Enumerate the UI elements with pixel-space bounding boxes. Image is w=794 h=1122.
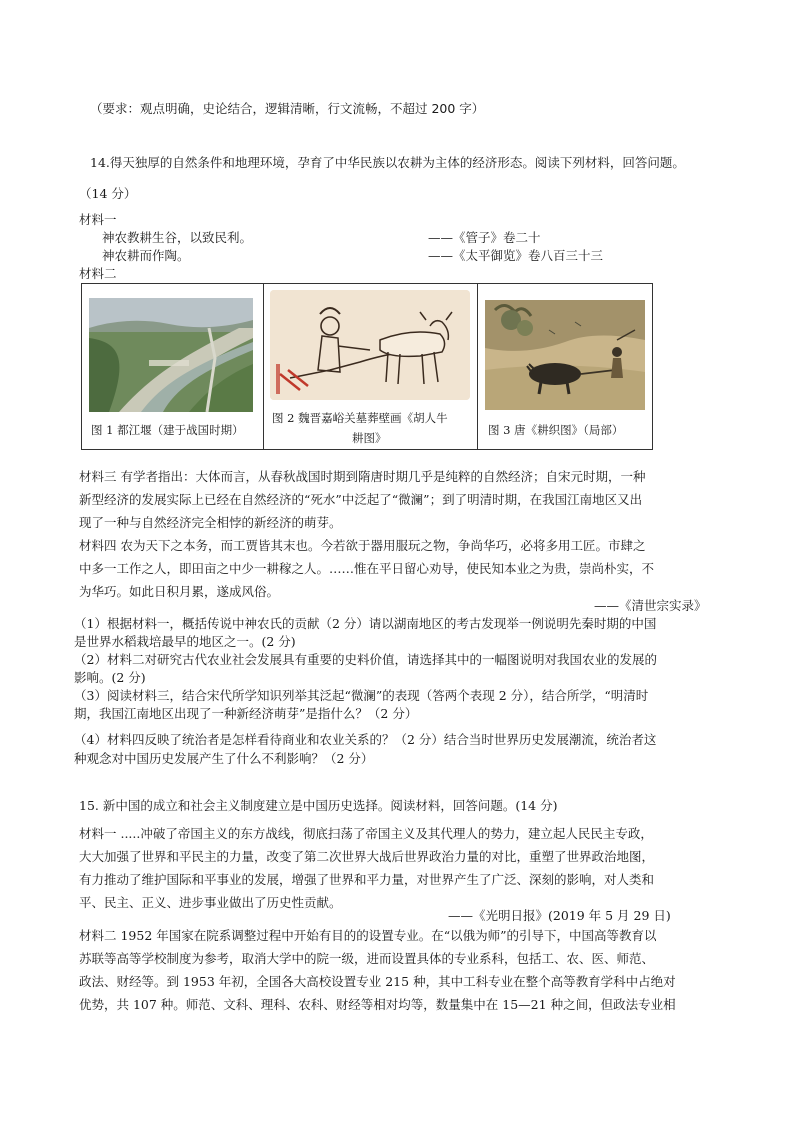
q14-question1-line2: 是世界水稻栽培最早的地区之一。(2 分) [74,634,296,649]
q14-material4-source: ——《清世宗实录》 [594,598,707,613]
q15-material1-line3: 有力推动了维护国际和平事业的发展，增强了世界和平力量，对世界产生了广泛、深刻的影响，对人类和 [79,872,655,887]
ox-plowing-mural [270,290,470,400]
q15-material1-source: ——《光明日报》(2019 年 5 月 29 日) [448,908,671,923]
q15-stem: 15. 新中国的成立和社会主义制度建立是中国历史选择。阅读材料，回答问题。(14 分) [79,798,558,813]
q14-question1-line1: （1）根据材料一，概括传说中神农氏的贡献（2 分）请以湖南地区的考古发现举一例说明先秦时期的中国 [74,616,657,631]
q14-material4-line1: 材料四 农为天下之本务，而工贾皆其末也。今若欲于器用服玩之物，争尚华巧，必将多用工匠。市肆之 [79,538,646,553]
q14-material1-source1: ——《管子》卷二十 [428,230,541,245]
q14-material3-line1: 材料三 有学者指出：大体而言，从春秋战国时期到隋唐时期几乎是纯粹的自然经济；自宋元时期，一种 [79,469,646,484]
q14-question4-line2: 种观念对中国历史发展产生了什么不利影响？（2 分） [74,751,374,766]
q15-material1-line1: 材料一 .....冲破了帝国主义的东方战线，彻底扫荡了帝国主义及其代理人的势力，建立起人民民主专政， [79,826,653,841]
q14-question2-line1: （2）材料二对研究古代农业社会发展具有重要的史料价值，请选择其中的一幅图说明对我国农业的发展的 [74,652,657,667]
figure-cell-2 [264,284,478,449]
figure-cell-3 [478,284,654,449]
dujiangyan-photo [89,298,253,412]
figure1-caption: 图 1 都江堰（建于战国时期） [91,423,244,437]
figure2-caption-line1: 图 2 魏晋嘉峪关墓葬壁画《胡人牛 [272,411,448,425]
q14-score: （14 分） [79,186,137,201]
tang-plowing-painting [485,300,645,410]
q14-material1-title: 材料一 [79,212,117,227]
answer-requirement: （要求：观点明确，史论结合，逻辑清晰，行文流畅，不超过 200 字） [90,101,485,116]
q15-material2-line3: 政法、财经等。到 1953 年初，全国各大高校设置专业 215 种，其中工科专业在整个高等教育学科中占绝对 [79,974,676,989]
q14-material1-line1: 神农教耕生谷，以致民利。 [102,230,253,245]
figure-table [81,283,653,450]
q14-question3-line1: （3）阅读材料三，结合宋代所学知识列举其泛起“微澜”的表现（答两个表现 2 分），结合所学，“明清时 [74,688,649,703]
q14-material4-line2: 中多一工作之人，即田亩之中少一耕稼之人。……惟在平日留心劝导，使民知本业之为贵，崇尚朴实，不 [79,561,655,576]
q14-question3-line2: 期，我国江南地区出现了一种新经济萌芽”是指什么？（2 分） [74,706,418,721]
q14-material2-title: 材料二 [79,266,117,281]
figure2-caption-line2: 耕图》 [352,431,387,445]
q14-question4-line1: （4）材料四反映了统治者是怎样看待商业和农业关系的？（2 分）结合当时世界历史发展潮流，统治者这 [74,732,657,747]
q14-material1-source2: ——《太平御览》卷八百三十三 [428,248,604,263]
q14-material3-line3: 现了一种与自然经济完全相悖的新经济的萌芽。 [79,515,342,530]
q15-material2-line1: 材料二 1952 年国家在院系调整过程中开始有目的的设置专业。在“以俄为师”的引导下，中国高等教育以 [79,928,657,943]
q15-material2-line2: 苏联等高等学校制度为参考，取消大学中的院一级，进而设置具体的专业系科，包括工、农、医、师范、 [79,951,655,966]
q14-question2-line2: 影响。(2 分) [74,670,146,685]
q14-material4-line3: 为华巧。如此日积月累，遂成风俗。 [79,584,280,599]
q14-material1-line2: 神农耕而作陶。 [102,248,190,263]
figure3-caption: 图 3 唐《耕织图》（局部） [488,423,624,437]
q14-material3-line2: 新型经济的发展实际上已经在自然经济的“死水”中泛起了“微澜”；到了明清时期，在我国江南地区又出 [79,492,643,507]
q15-material2-line4: 优势，共 107 种。师范、文科、理科、农科、财经等相对均等，数量集中在 15—21 种之间，但政法专业相 [79,997,676,1012]
q15-material1-line4: 平、民主、正义、进步事业做出了历史性贡献。 [79,895,342,910]
q14-stem: 14.得天独厚的自然条件和地理环境，孕育了中华民族以农耕为主体的经济形态。阅读下列材料，回答问题。 [90,155,685,170]
q15-material1-line2: 大大加强了世界和平民主的力量，改变了第二次世界大战后世界政治力量的对比，重塑了世界政治地图， [79,849,655,864]
figure-cell-1 [82,284,264,449]
